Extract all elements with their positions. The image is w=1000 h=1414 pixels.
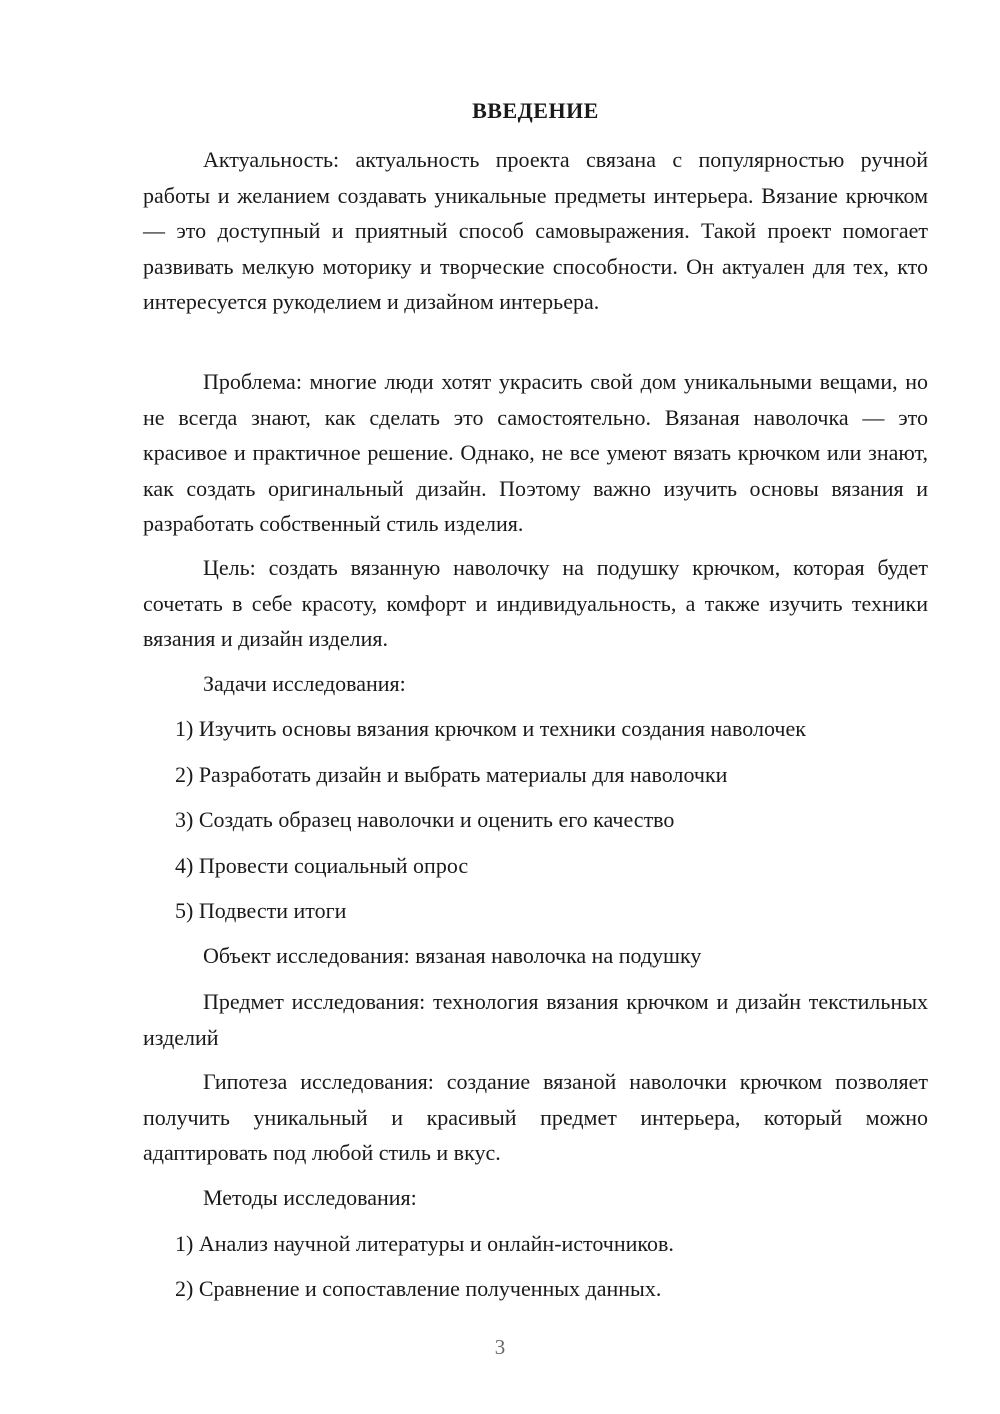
methods-label: Методы исследования: — [203, 1185, 417, 1210]
task-item-text: 5) Подвести итоги — [175, 898, 347, 923]
object-section — [143, 938, 928, 974]
method-item — [143, 1226, 928, 1262]
task-item — [143, 848, 928, 884]
relevance-section — [143, 142, 928, 320]
problem-section — [143, 364, 928, 542]
tasks-label-section — [143, 666, 928, 702]
task-item — [143, 893, 928, 929]
page-number: 3 — [494, 1335, 506, 1359]
goal-section — [143, 550, 928, 657]
task-item — [143, 802, 928, 838]
method-item-text: 2) Сравнение и сопоставление полученных данных. — [175, 1276, 662, 1301]
method-item-text: 1) Анализ научной литературы и онлайн-источников. — [175, 1231, 674, 1256]
methods-label-section — [143, 1180, 928, 1216]
task-item-text: 2) Разработать дизайн и выбрать материалы для наволочки — [175, 762, 728, 787]
task-item-text: 3) Создать образец наволочки и оценить его качество — [175, 807, 675, 832]
subject-paragraph: Предмет исследования: технология вязания крючком и дизайн текстильных изделий — [143, 989, 928, 1050]
task-item-text: 1) Изучить основы вязания крючком и техники создания наволочек — [175, 716, 806, 741]
problem-paragraph: Проблема: многие люди хотят украсить свой дом уникальными вещами, но не всегда знают, как сделать это самостоятельно. Вязаная наволочка — это красивое и практичное решение. Однако, не все умеют вязать крючком или знают, как создать оригинальный дизайн. Поэтому важно изучить основы вязания и разработать собственный стиль изделия. — [143, 369, 928, 536]
task-item-text: 4) Провести социальный опрос — [175, 853, 469, 878]
hypothesis-section — [143, 1064, 928, 1171]
relevance-paragraph: Актуальность: актуальность проекта связана с популярностью ручной работы и желанием создавать уникальные предметы интерьера. Вязание крючком — это доступный и приятный способ самовыражения. Такой проект помогает развивать мелкую моторику и творческие способности. Он актуален для тех, кто интересуется рукоделием и дизайном интерьера. — [143, 147, 928, 314]
tasks-label: Задачи исследования: — [203, 671, 406, 696]
method-item — [143, 1271, 928, 1307]
page-heading: ВВЕДЕНИЕ — [472, 98, 599, 123]
goal-paragraph: Цель: создать вязанную наволочку на подушку крючком, которая будет сочетать в себе красоту, комфорт и индивидуальность, а также изучить техники вязания и дизайн изделия. — [143, 555, 928, 651]
subject-section — [143, 984, 928, 1055]
object-paragraph: Объект исследования: вязаная наволочка на подушку — [203, 943, 702, 968]
task-item — [143, 757, 928, 793]
task-item — [143, 711, 928, 747]
hypothesis-paragraph: Гипотеза исследования: создание вязаной наволочки крючком позволяет получить уникальный и красивый предмет интерьера, который можно адаптировать под любой стиль и вкус. — [143, 1069, 928, 1165]
